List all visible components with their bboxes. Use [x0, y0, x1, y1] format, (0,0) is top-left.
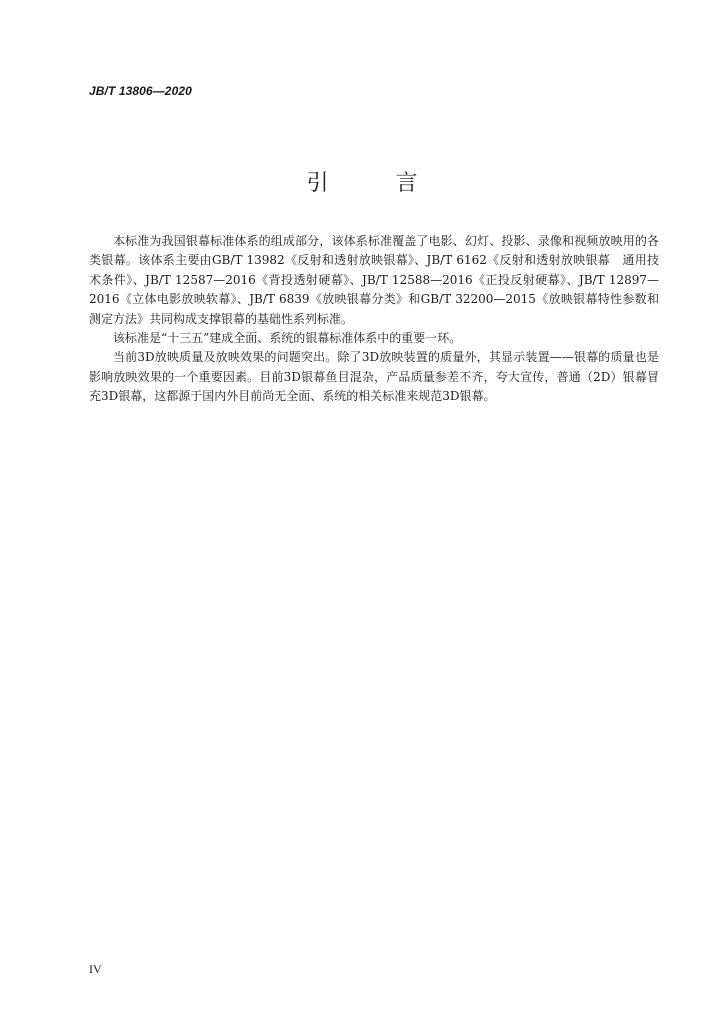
page-number: IV	[89, 962, 102, 976]
introduction-body	[89, 232, 659, 407]
paragraph-1: 本标准为我国银幕标准体系的组成部分，该体系标准覆盖了电影、幻灯、投影、录像和视频放映用的各类银幕。该体系主要由GB/T 13982《反射和透射放映银幕》、JB/T 6162《反射和透射放映银幕 通用技术条件》、JB/T 12587—2016《背投透射硬幕》、JB/T 12588—2016《正投反射硬幕》、JB/T 12897—2016《立体电影放映软幕》、JB/T 6839《放映银幕分类》和GB/T 32200—2015《放映银幕特性参数和测定方法》共同构成支撑银幕的基础性系列标准。	[89, 234, 659, 326]
section-title: 引 言	[306, 171, 448, 196]
paragraph-3: 当前3D放映质量及放映效果的问题突出。除了3D放映装置的质量外，其显示装置——银幕的质量也是影响放映效果的一个重要因素。目前3D银幕鱼目混杂，产品质量参差不齐，夸大宣传，普通（2D）银幕冒充3D银幕，这都源于国内外目前尚无全面、系统的相关标准来规范3D银幕。	[89, 350, 659, 404]
paragraph-2: 该标准是“十三五”建成全面、系统的银幕标准体系中的重要一环。	[113, 331, 462, 346]
standard-code: JB/T 13806—2020	[89, 84, 192, 98]
